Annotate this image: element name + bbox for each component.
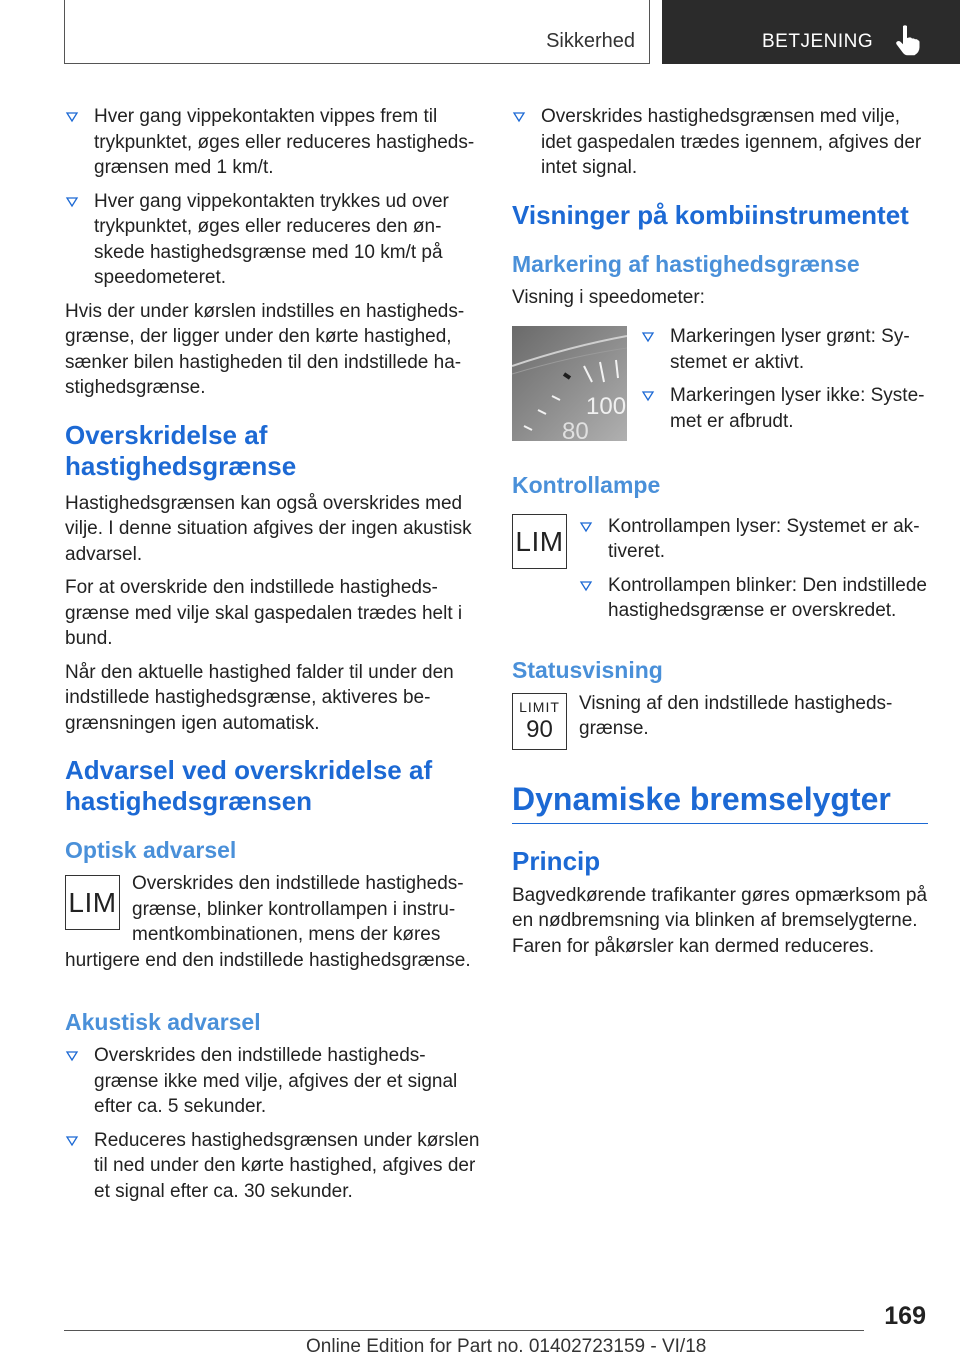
speedometer-icon: [512, 326, 627, 441]
heading-statusvisning: Statusvisning: [512, 656, 663, 683]
paragraph: Hvis der under kørslen indstilles en hastighedsgrænse, der ligger under den kørte hastighed, sænker bilen hastigheden til den indstillede hastighedsgrænse.: [65, 300, 465, 398]
triangle-bullet-icon: [512, 104, 526, 129]
paragraph: Hastighedsgrænsen kan også overskrides med vilje. I denne situation afgives der ingen akustisk advarsel.: [65, 492, 472, 565]
triangle-bullet-icon: [65, 1043, 79, 1068]
header-section-tab: [64, 0, 650, 64]
list-item: Overskrides den indstillede hastighedsgrænse ikke med vilje, afgives der et signal efter ca. 5 sekunder.: [65, 1043, 480, 1120]
triangle-bullet-icon: [641, 383, 655, 408]
triangle-bullet-icon: [579, 573, 593, 598]
heading-advarsel: Advarsel ved overskridelse af hastighedsgrænsen: [65, 755, 433, 816]
left-column: [65, 104, 480, 1212]
paragraph: Bagvedkørende trafikanter gøres opmærksom på en nødbremsning via blinken af bremselygterne. Faren for påkørsler kan dermed reduceres.: [512, 884, 928, 957]
footer-divider: [64, 1330, 864, 1331]
right-column: [512, 104, 928, 967]
triangle-bullet-icon: [65, 189, 79, 214]
list-item: Hver gang vippekontakten vippes frem til trykpunktet, øges eller reduceres hastighedsgrænsen med 1 km/t.: [65, 104, 480, 181]
heading-overskridelse: Overskridelse af hastighedsgrænse: [65, 419, 297, 481]
list-item: Kontrollampen lyser: Systemet er aktiveret.: [579, 514, 928, 565]
paragraph: Når den aktuelle hastighed falder til under den indstillede hastighedsgrænse, aktiveres begrænsningen igen automatisk.: [65, 661, 454, 734]
chapter-title: BETJENING: [762, 31, 874, 52]
section-title: Sikkerhed: [546, 30, 635, 52]
heading-akustisk: Akustisk advarsel: [65, 1009, 261, 1035]
heading-princip: Princip: [512, 845, 601, 876]
paragraph: Visning af den indstillede hastighedsgrænse.: [579, 692, 893, 739]
list-item: Reduceres hastighedsgrænsen under kørslen til ned under den kørte hastighed, afgives der et signal efter ca. 30 sekunder.: [65, 1128, 480, 1205]
pointing-hand-icon: [894, 24, 924, 56]
heading-kontrollampe: Kontrollampe: [512, 471, 661, 498]
paragraph: Overskrides den indstillede hastighedsgrænse, blinker kontrollampen i instrumentkombinationen, mens der køres hurtigere end den indstillede hastighedsgrænse.: [65, 873, 471, 971]
limit-90-indicator-icon: LIMIT 90: [512, 693, 567, 750]
speedo-number-100: 100: [586, 393, 627, 420]
lim-indicator-icon: LIM: [512, 514, 567, 569]
triangle-bullet-icon: [641, 324, 655, 349]
speedo-number-80: 80: [562, 418, 589, 441]
heading-markering: Markering af hastighedsgrænse: [512, 250, 860, 277]
page-number: 169: [884, 1302, 926, 1330]
triangle-bullet-icon: [579, 514, 593, 539]
list-item: Markeringen lyser grønt: Systemet er aktivt.: [641, 324, 928, 375]
header-chapter-tab: [662, 0, 960, 64]
paragraph: For at overskride den indstillede hastighedsgrænse med vilje skal gaspedalen trædes helt i bund.: [65, 577, 463, 649]
heading-visninger: Visninger på kombiinstrumentet: [512, 199, 909, 230]
heading-dynamiske-bremselygter: Dynamiske bremselygter: [512, 780, 928, 824]
list-item: Kontrollampen blinker: Den indstillede hastighedsgrænse er overskredet.: [579, 573, 928, 624]
lim-indicator-icon: LIM: [65, 875, 120, 930]
list-item: Overskrides hastighedsgrænsen med vilje, idet gaspedalen trædes igennem, afgives der intet signal.: [512, 104, 928, 181]
speedometer-image: [512, 326, 627, 449]
heading-optisk: Optisk advarsel: [65, 837, 237, 863]
triangle-bullet-icon: [65, 1128, 79, 1153]
paragraph: Visning i speedometer:: [512, 286, 705, 308]
footer-edition: Online Edition for Part no. 01402723159 - VI/18: [306, 1336, 707, 1357]
list-item: Markeringen lyser ikke: Systemet er afbrudt.: [641, 383, 928, 434]
list-item: Hver gang vippekontakten trykkes ud over trykpunktet, øges eller reduceres den ønskede hastighedsgrænse med 10 km/t på speedometeret.: [65, 189, 480, 291]
triangle-bullet-icon: [65, 104, 79, 129]
